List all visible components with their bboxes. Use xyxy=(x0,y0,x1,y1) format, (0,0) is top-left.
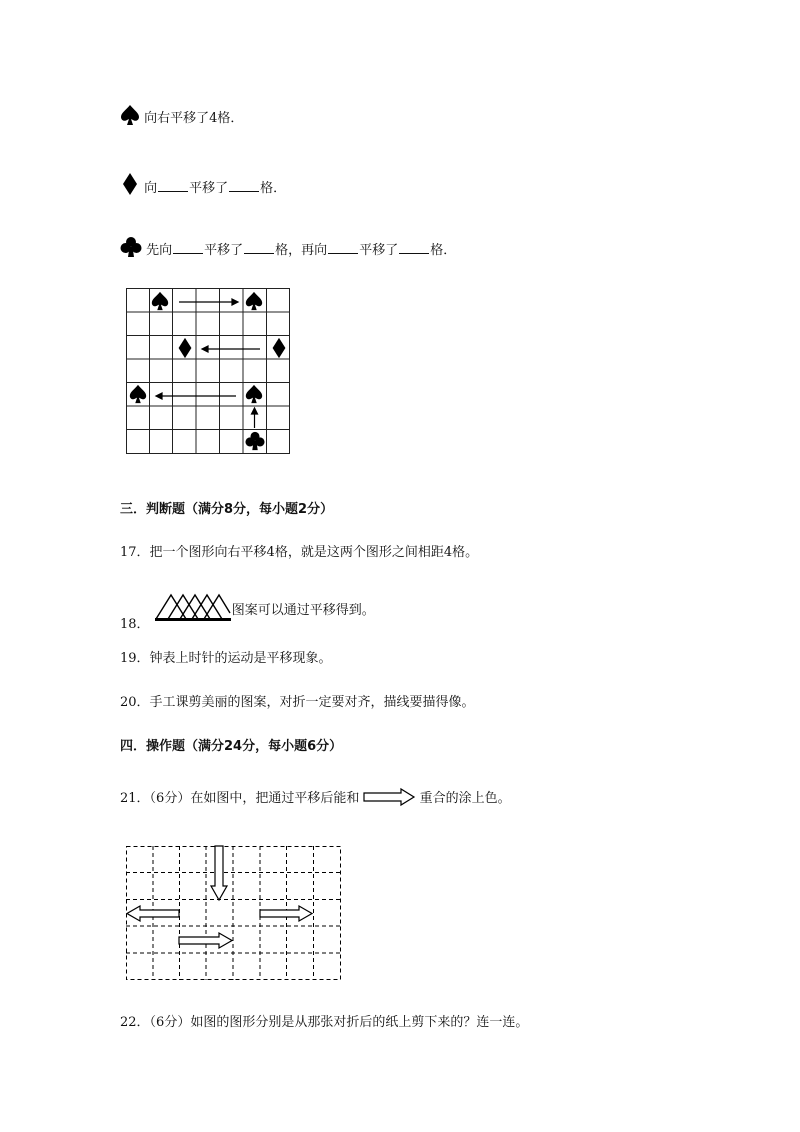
club-text-1: 先向 xyxy=(146,243,173,258)
blank-count-1[interactable] xyxy=(244,241,274,254)
diamond-text-3: 格． xyxy=(260,181,287,196)
triangle-pattern-figure xyxy=(154,592,232,622)
question-17: 17．把一个图形向右平移4格，就是这两个图形之间相距4格。 xyxy=(120,545,479,560)
spade-question-text: 向右平移了4格． xyxy=(144,111,244,126)
reference-arrow-icon xyxy=(363,788,415,806)
question-21 xyxy=(120,788,511,808)
translation-grid-figure xyxy=(126,288,290,454)
arrow-right xyxy=(179,299,238,305)
blank-count[interactable] xyxy=(229,179,259,192)
club-text-5: 格． xyxy=(430,243,457,258)
diamond-text-2: 平移了 xyxy=(189,181,229,196)
blank-direction[interactable] xyxy=(158,179,188,192)
blank-direction-1[interactable] xyxy=(173,241,203,254)
question-20: 20．手工课剪美丽的图案，对折一定要对齐，描线要描得像。 xyxy=(120,695,475,710)
spade-icon xyxy=(120,104,140,126)
grid-spade-end xyxy=(246,292,262,310)
arrow-grid-figure xyxy=(126,846,342,980)
club-text-2: 平移了 xyxy=(204,243,244,258)
section-4-heading: 四．操作题（满分24分，每小题6分） xyxy=(120,739,343,754)
question-club-line xyxy=(120,236,456,260)
grid-diamond-start xyxy=(273,338,286,358)
question-21-text-2: 重合的涂上色。 xyxy=(419,791,511,806)
grid-spade-mid xyxy=(246,385,262,403)
grid-spade-left xyxy=(130,385,146,403)
arrow-left-diamond xyxy=(202,346,260,352)
question-19: 19．钟表上时针的运动是平移现象。 xyxy=(120,651,332,666)
grid-club xyxy=(245,432,264,450)
club-text-3: 格，再向 xyxy=(275,243,328,258)
club-icon xyxy=(120,236,142,258)
arrow-up xyxy=(252,408,258,428)
grid-diamond-end xyxy=(179,338,192,358)
section-3-heading: 三．判断题（满分8分，每小题2分） xyxy=(120,502,334,517)
club-text-4: 平移了 xyxy=(359,243,399,258)
question-18-number: 18． xyxy=(120,617,150,632)
question-22: 22．（6分）如图的图形分别是从那张对折后的纸上剪下来的？连一连。 xyxy=(120,1015,529,1030)
question-diamond-line xyxy=(120,172,286,198)
diamond-text-1: 向 xyxy=(144,181,158,196)
question-21-text-1: 21．（6分）在如图中，把通过平移后能和 xyxy=(120,791,360,806)
question-spade-line xyxy=(120,104,243,128)
diamond-icon xyxy=(120,172,140,196)
question-18 xyxy=(120,592,375,632)
blank-direction-2[interactable] xyxy=(328,241,358,254)
blank-count-2[interactable] xyxy=(399,241,429,254)
grid-spade-start xyxy=(152,292,168,310)
question-18-text: 图案可以通过平移得到。 xyxy=(231,603,375,618)
